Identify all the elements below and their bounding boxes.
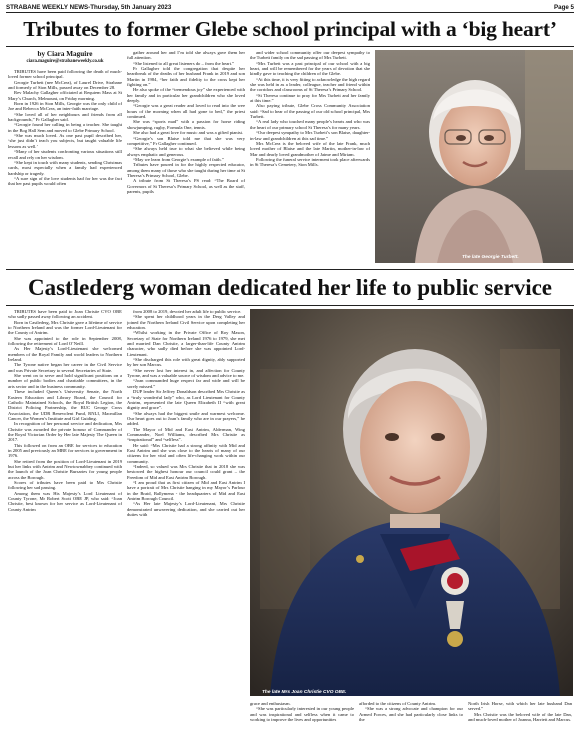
paragraph: from 2008 to 2019, devoted her adult life to public service. (133, 309, 242, 314)
paragraph: “She was a strong advocate and champion for our Armed Forces, and she had particularly close links to the (359, 706, 463, 723)
paragraph: He also spoke of the “tremendous joy” she experienced with her family and in particular her grandchildren who she loved deeply. (127, 87, 245, 104)
paragraph: Also paying tribute, Glebe Cross Community Association said: “Sad to hear of the passing of our old school principal, Mrs Turbett. (250, 103, 370, 120)
paragraph: In recognition of her personal service and dedication, Mrs Christie was awarded the private honour of Commander of the Royal Victorian Order by Her late Majesty The Queen in 2017. (8, 421, 122, 443)
paragraph: She was “sports mad” with a passion for horse riding showjumping, rugby, Formula One, tennis. (127, 119, 245, 130)
paragraph: “A sure sign of the love students had for her was the fact that her past pupils would often (8, 175, 122, 187)
paragraph: Following the funeral service interment took place afterwards in St Theresa’s Cemetery, Sion Mills. (250, 156, 370, 168)
story1-author-email: ciara.maguire@strabaneweekly.co.uk (26, 59, 104, 64)
masthead-page-number: Page 5 (554, 3, 574, 11)
paragraph: Among them was His Majesty’s Lord Lieutenant of County Tyrone, Mr Robert Scott OBE JP, who said: “Joan Christie, best known for her service as Lord-Lieutenant of County Antrim (8, 490, 122, 512)
paragraph: Mrs Christie was the beloved wife of the late Dan, and much-loved mother of Joanna, Harriett and Marcus. (468, 711, 572, 723)
paragraph: “St Theresa continue to pray for Mrs Turbett and her family at this time.” (250, 92, 370, 104)
paragraph: Born in 1926 in Sion Mills, Georgie was the only child of Joe and Rebecca McCrea, an inter-faith marriage. (8, 101, 122, 112)
story-separator-rule (6, 269, 574, 270)
paragraph: grace and enthusiasm. (250, 701, 291, 706)
paragraph: “Our deepest sympathy to Mrs Turbett’s son Blaise, daughter-in-law and grandchildren at this sad time.” (250, 130, 370, 141)
portrait-illustration (250, 309, 573, 696)
story2-column-3 (250, 701, 354, 735)
paragraph: “Georgie found her calling in being a teacher. She taught in the Bog Hall Sem and moved to Glebe Primary School. (8, 122, 122, 133)
masthead (6, 2, 574, 13)
story2-top-rule (6, 305, 574, 306)
paragraph: “Indeed, so valued was Mrs Christie that in 2018 she was bestowed the highest honour our council could grant – the Freedom of Mid and East Antrim Borough. (127, 463, 245, 480)
paragraph: She went on to serve and hold significant positions on a number of public bodies and charitable committees, in the arts sector and in the business community. (8, 373, 122, 389)
story2-column-4 (359, 701, 463, 735)
paragraph: Georgie Turbett (nee McCrea), of Laurel Drive, Strabane and formerly of Sion Mills, passed away on December 28. (8, 79, 122, 91)
paragraph: “She never lost her interest in, and affection for County Tyrone, and was a valuable source of wisdom and advice to me. (127, 367, 245, 379)
joan-christie-photo-caption: The late Mrs Joan Christie CVO OBE. (262, 690, 347, 695)
paragraph: He said: “Mrs Christie had a strong affinity with Mid and East Antrim and she was close to the hearts of many of our citizens for her vital and often life-changing work within our community. (127, 442, 245, 464)
paragraph: Scores of tributes have been paid to Mrs Christie following her sad passing. (8, 480, 122, 491)
story2-column-2 (127, 309, 245, 733)
paragraph: afforded to the citizens of County Antrim. (359, 701, 437, 706)
paragraph: gather around her and I’m told she always gave them her full attention. (127, 50, 245, 61)
paragraph: She also had a great love for music and was a gifted pianist. (133, 130, 244, 136)
story1-top-rule (6, 46, 574, 47)
paragraph: “I am proud that as first citizen of Mid and East Antrim I have a portrait of Mrs Christie hanging in my Mayor’s Parlour in the Braid, Ballymena - the headquarters of Mid and East Antrim Borough Council. (127, 480, 245, 502)
paragraph: Mrs McCrea is the beloved wife of the late Frank, much loved mother of Blaise and the late Martin, mother-in-law of Mar and dearly loved grandmother of Jaime and Miriam. (250, 140, 370, 157)
paragraph: She retired from the position of Lord-Lieutenant in 2019 but her links with Antrim and Newtownabbey continued with the launch of the Joan Christie Bursaries for young people across the Borough. (8, 458, 122, 480)
paragraph: “She always had the biggest smile and warmest welcome. Our heart goes out to Joan’s family who are in our prayers,” he added. (127, 410, 245, 427)
paragraph: DUP leader Sir Jeffrey Donaldson described Mrs Christie as a “truly wonderful lady” who, as Lord Lieutenant for County Antrim, represented the late Queen Elizabeth II “with great dignity and grace”. (127, 389, 245, 411)
paragraph: “Georgie was a great reader and loved to read into the wee hours of the morning when all had gone to bed,” the priest continued. (127, 103, 245, 120)
paragraph: “She was particularly interested in our young people and was inspirational and selfless when it came to working to improve the lives and opportunities (250, 706, 354, 723)
story1-column-1 (8, 50, 122, 265)
story1-byline: by Ciara Maguire (37, 50, 93, 58)
paragraph: Tributes have poured in for the highly respected educator, among them many of those who she taught during her time at St Theresa’s Primary School, Glebe. (127, 162, 245, 178)
paragraph: “She spent her childhood years in the Derg Valley and joined the Northern Ireland Civil Service upon completing her education. (127, 314, 245, 331)
story2-headline: Castlederg woman dedicated her life to public service (27, 275, 553, 300)
paragraph: She was appointed to the role in September 2008, following the retirement of Lord O’Neill. (8, 335, 122, 347)
georgie-turbett-photo (375, 50, 573, 263)
paragraph: North Irish Horse, with which her late husband Dan served.” (468, 701, 572, 712)
paragraph: “She listened to all great listeners do – from the heart.” (133, 60, 235, 66)
paragraph: The Mayor of Mid and East Antrim, Alderman, Wing Commander, Noel Williams, described Mrs Christie as “inspirational” and “selfless”. (127, 426, 245, 443)
paragraph: “She was much loved. As one past pupil described her, ‘she just didn’t teach you subjects, but taught valuable life lessons as well.’ (8, 133, 122, 149)
paragraph: A tribute from St Theresa’s PS read: “The Board of Governors of St Theresa’s Primary School, as well as the staff, parents, pupils (127, 178, 245, 194)
paragraph: “She loved all of her neighbours and friends from all backgrounds,” Fr Gallagher said. (8, 111, 122, 123)
paragraph: “She discharged this role with great dignity, ably supported by her son Marcus. (127, 357, 245, 368)
story1-col1-body (8, 69, 122, 187)
paragraph: These included Queen’s University Senate, the North Eastern Education and Library Board, the Council for Catholic Maintained Schools, the Royal British Legion, the District Policing Partnership, the RUC George Cross Association, the UDR Benevolent Fund, RNLI, Macmillan Cancer, the Women’s Institute and Girl Guiding. (8, 389, 122, 421)
paragraph: “She always held true to what she believed while being always emphatic and generous. (127, 146, 245, 157)
paragraph: Rev Malachy Gallagher officiated at Requiem Mass at St Mary’s Church, Melmount, on Friday morning. (8, 90, 122, 101)
story1-headline: Tributes to former Glebe school principal with a ‘big heart’ (23, 17, 557, 41)
story2-column-5 (468, 701, 572, 735)
paragraph: “At this time, it is very fitting to acknowledge the high regard she was held in as a leader, colleague, teacher and friend within the corridors and classrooms of St Theresa’s Primary School. (250, 76, 370, 93)
paragraph: “As Her late Majesty’s Lord-Lieutenant, Mrs Christie demonstrated unwavering dedication, and she carried out her duties with (127, 501, 245, 518)
georgie-turbett-photo-caption: The late Georgie Turbett. (462, 255, 519, 260)
paragraph: “A real lady who touched many people’s hearts and who was the heart of our primary school St Theresa’s for many years. (250, 119, 370, 130)
paragraph: The Tyrone native began her career in the Civil Service and was Private Secretary to several Secretaries of State. (8, 362, 122, 373)
paragraph: “She kept in touch with many students, sending Christmas cards, most especially when a family had experienced hardship or tragedy. (8, 159, 122, 176)
paragraph: and wider school community offer our deepest sympathy to the Turbett family on the sad passing of Mrs Turbett. (250, 50, 370, 61)
paragraph: “Joan commanded huge respect far and wide and will be sorely missed.” (127, 378, 245, 389)
paragraph: TRIBUTES have been paid to Joan Christie CVO OBE who sadly passed away following an accident. (8, 309, 122, 320)
paragraph: “May we learn from Georgie’s example of faith.” (133, 156, 224, 162)
paragraph: “Georgie’s son Blaise told me that she was very competitive,” Fr Gallagher continued. (127, 135, 245, 146)
joan-christie-photo (250, 309, 573, 696)
paragraph: “Mrs Turbett was a past principal of our school with a big heart, and will be remembered for the years of devotion that she kindly gave to teaching the children of the Glebe. (250, 60, 370, 77)
portrait-illustration (375, 50, 573, 263)
story1-column-2 (127, 50, 245, 265)
paragraph: Born in Castlederg, Mrs Christie gave a lifetime of service to Northern Ireland and was the former Lord-Lieutenant for the County of Antrim. (8, 319, 122, 336)
paragraph: “Many of her students confronting various situations still recall and rely on her wisdom. (8, 149, 122, 160)
paragraph: Fr Gallagher told the congregation that despite her heartbreak of the deaths of her husband Frank in 2019 and son Martin in 1984, “her faith and fidelity to the cross kept her fighting on.” (127, 66, 245, 88)
paragraph: TRIBUTES have been paid following the death of much-loved former school principal. (8, 69, 122, 80)
story2-column-1 (8, 309, 122, 733)
paragraph: “Whilst working in the Private Office of Roy Mason, Secretary of State for Northern Ireland 1976 to 1979, she met and married Dan Christie, a larger-than-life County Antrim character, who sadly died before she was appointed Lord-Lieutenant. (127, 330, 245, 357)
paragraph: As Her Majesty’s Lord-Lieutenant she welcomed members of the Royal Family and world leaders to Northern Ireland. (8, 346, 122, 363)
story1-column-3 (250, 50, 370, 265)
masthead-publication-date: STRABANE WEEKLY NEWS-Thursday, 5th January 2023 (6, 3, 172, 11)
paragraph: This followed on from an OBE for services to education in 2005 and previously an MBE for services to government in 1976. (8, 442, 122, 459)
